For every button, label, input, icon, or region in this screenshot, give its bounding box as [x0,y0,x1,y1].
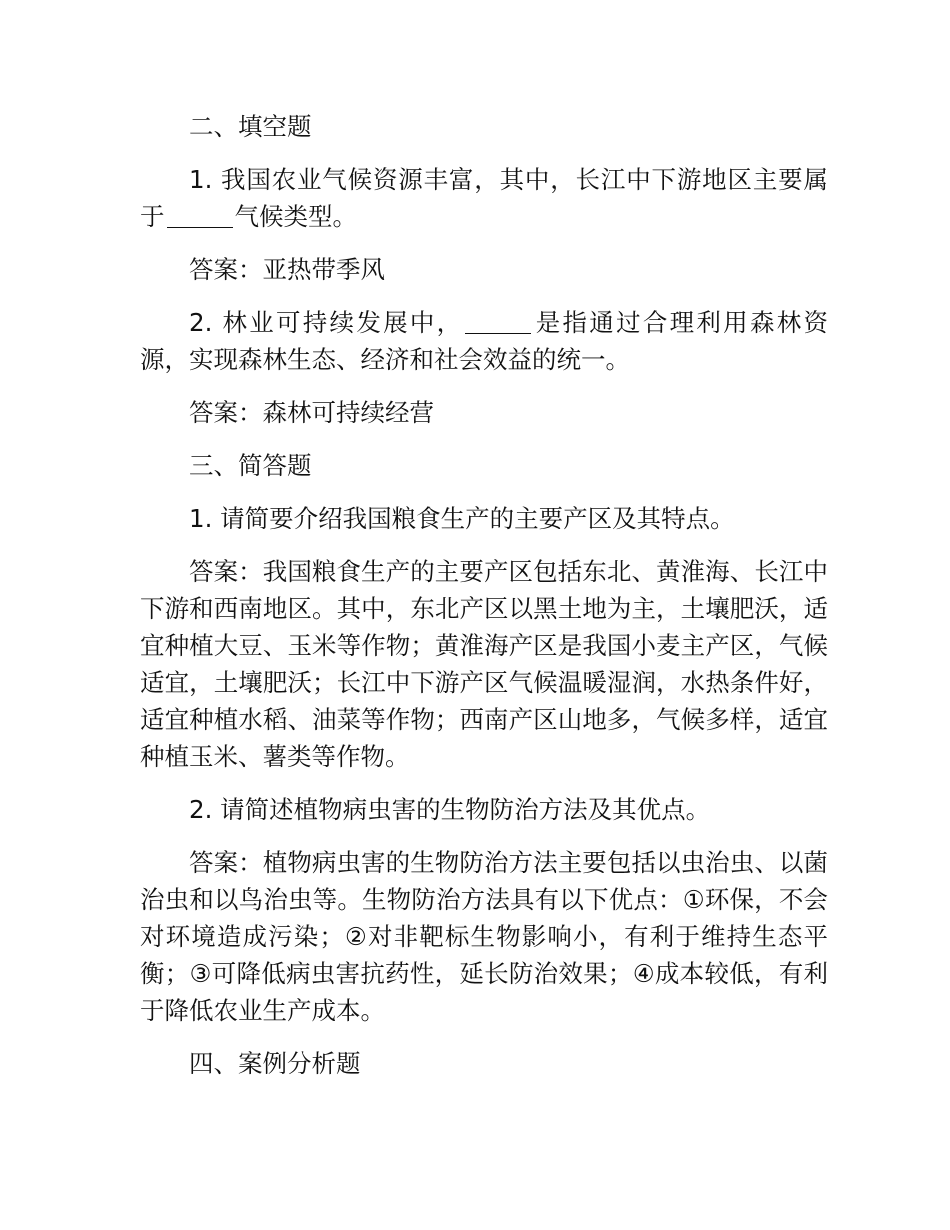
document-page [140,108,828,1098]
fill-question-2 [140,304,828,378]
fill-question-2-text-b: 是指通过合理利用森林资源，实现森林生态、经济和社会效益的统一。 [140,308,829,374]
fill-question-1 [140,161,828,235]
fill-answer-2: 答案：森林可持续经营 [189,398,434,427]
section-heading-short-answer: 三、简答题 [189,451,312,480]
section-heading-fill-blank: 二、填空题 [189,112,312,141]
fill-question-1-text-a: 1. 我国农业气候资源丰富，其中，长江中下游地区主要属于 [140,165,828,231]
fill-question-2-text-a: 2. 林业可持续发展中， [189,308,464,337]
short-question-1: 1. 请简要介绍我国粮食生产的主要产区及其特点。 [189,504,735,533]
short-answer-2: 答案：植物病虫害的生物防治方法主要包括以虫治虫、以菌治虫和以鸟治虫等。生物防治方法具有以下优点：①环保，不会对环境造成污染；②对非靶标生物影响小，有利于维持生态平衡；③可降低病虫害抗药性，延长防治效果；④成本较低，有利于降低农业生产成本。 [140,848,828,1025]
fill-question-2-blank [465,309,531,334]
fill-answer-1: 答案：亚热带季风 [189,255,385,284]
short-question-2: 2. 请简述植物病虫害的生物防治方法及其优点。 [189,795,711,824]
section-heading-case-analysis: 四、案例分析题 [189,1049,361,1078]
fill-question-1-blank [167,203,233,228]
fill-question-1-text-b: 气候类型。 [234,202,357,231]
short-answer-1: 答案：我国粮食生产的主要产区包括东北、黄淮海、长江中下游和西南地区。其中，东北产区以黑土地为主，土壤肥沃，适宜种植大豆、玉米等作物；黄淮海产区是我国小麦主产区，气候适宜，土壤肥沃；长江中下游产区气候温暖湿润，水热条件好，适宜种植水稻、油菜等作物；西南产区山地多，气候多样，适宜种植玉米、薯类等作物。 [140,557,828,771]
